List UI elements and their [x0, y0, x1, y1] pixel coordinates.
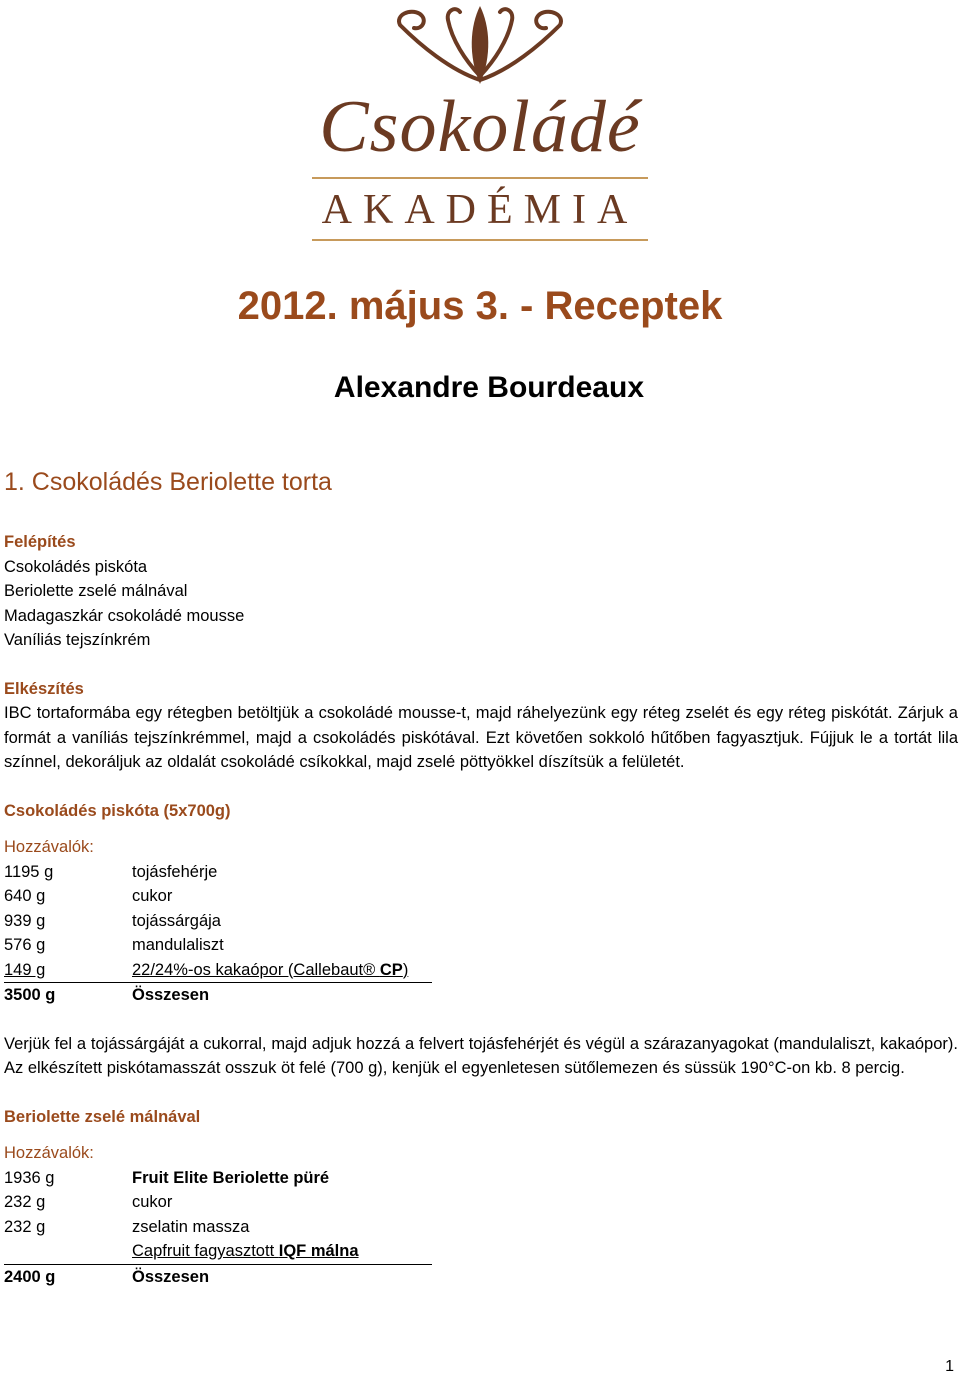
- total-qty: 3500 g: [4, 986, 56, 1004]
- structure-item: Madagaszkár csokoládé mousse: [4, 606, 245, 625]
- sponge-heading: Csokoládés piskóta (5x700g): [4, 801, 231, 820]
- ingredient-row: [4, 1239, 432, 1265]
- ingredient-name: cukor: [132, 887, 173, 905]
- ingredient-qty: 1195 g: [4, 862, 54, 881]
- ingredient-total-row: [4, 1265, 958, 1290]
- ingredient-qty: 1936 g: [4, 1168, 55, 1187]
- logo-script-text: Csokoládé: [319, 86, 641, 168]
- ingredient-name: 22/24%-os kakaópor (Callebaut® CP): [132, 960, 409, 979]
- logo-caps-text: AKADÉMIA: [321, 187, 639, 233]
- preparation-text: IBC tortaformába egy rétegben betöltjük a csokoládé mousse-t, majd ráhelyezünk egy réteg zselét és egy réteg piskótát. Zárjuk a formát a vaníliás tejszínkrémmel, majd a csokoládés piskótával. Ezt követően sokkoló hűtőben fagyasztjuk. Fújjuk le a tortát lila színnel, dekoráljuk az oldalát csokoládé csíkokkal, majd zselé pöttyökkel díszítsük a felületét.: [4, 704, 958, 771]
- structure-item: Csokoládés piskóta: [4, 557, 148, 576]
- ingredient-qty: 232 g: [4, 1217, 46, 1236]
- ingredient-name: cukor: [132, 1193, 173, 1211]
- ingredient-qty: 149 g: [4, 960, 46, 979]
- sponge-ingredients-label: Hozzávalók:: [4, 838, 94, 856]
- ingredient-row: [4, 933, 958, 958]
- ingredient-row: [4, 884, 958, 909]
- ingredient-name: tojásfehérje: [132, 862, 218, 881]
- page-number: 1: [945, 1358, 954, 1375]
- ingredient-name: zselatin massza: [132, 1217, 250, 1236]
- ingredient-row: [4, 909, 958, 934]
- total-label: Összesen: [132, 986, 210, 1004]
- ingredient-total-row: [4, 983, 958, 1008]
- structure-item: Beriolette zselé málnával: [4, 582, 188, 600]
- academy-logo: [300, 0, 660, 250]
- sponge-method-text: Verjük fel a tojássárgáját a cukorral, majd adjuk hozzá a felvert tojásfehérjét és végül a szárazanyagokat (mandulaliszt, kakaópor). Az elkészített piskótamasszát osszuk öt felé (700 g), kenjük el egyenletesen sütőlemezen és süssük 190°C-on kb. 8 percig.: [4, 1034, 958, 1077]
- structure-heading: Felépítés: [4, 533, 76, 551]
- ingredient-qty: 576 g: [4, 936, 46, 954]
- ingredient-row: [4, 1190, 958, 1215]
- ingredient-name: mandulaliszt: [132, 936, 224, 954]
- ingredient-qty: 640 g: [4, 887, 46, 905]
- structure-item: Vaníliás tejszínkrém: [4, 631, 151, 649]
- ingredient-row: [4, 958, 432, 984]
- jelly-heading: Beriolette zselé málnával: [4, 1107, 201, 1126]
- ingredient-row: [4, 860, 958, 885]
- page-title: 2012. május 3. - Receptek: [237, 284, 723, 328]
- recipe-body: [4, 530, 958, 1289]
- ingredient-qty: 939 g: [4, 911, 46, 930]
- jelly-ingredients-label: Hozzávalók:: [4, 1144, 94, 1162]
- ingredient-name: Capfruit fagyasztott IQF málna: [132, 1242, 359, 1260]
- preparation-heading: Elkészítés: [4, 679, 84, 698]
- ingredient-name: Fruit Elite Beriolette püré: [132, 1168, 330, 1187]
- ingredient-row: [4, 1166, 958, 1191]
- author-name: Alexandre Bourdeaux: [333, 371, 644, 404]
- recipe-heading: 1. Csokoládés Beriolette torta: [4, 468, 332, 496]
- ingredient-name: tojássárgája: [132, 911, 221, 930]
- total-qty: 2400 g: [4, 1267, 56, 1286]
- ingredient-qty: [4, 1239, 132, 1264]
- ingredient-qty: 232 g: [4, 1193, 46, 1211]
- ingredient-row: [4, 1215, 958, 1240]
- total-label: Összesen: [132, 1267, 210, 1286]
